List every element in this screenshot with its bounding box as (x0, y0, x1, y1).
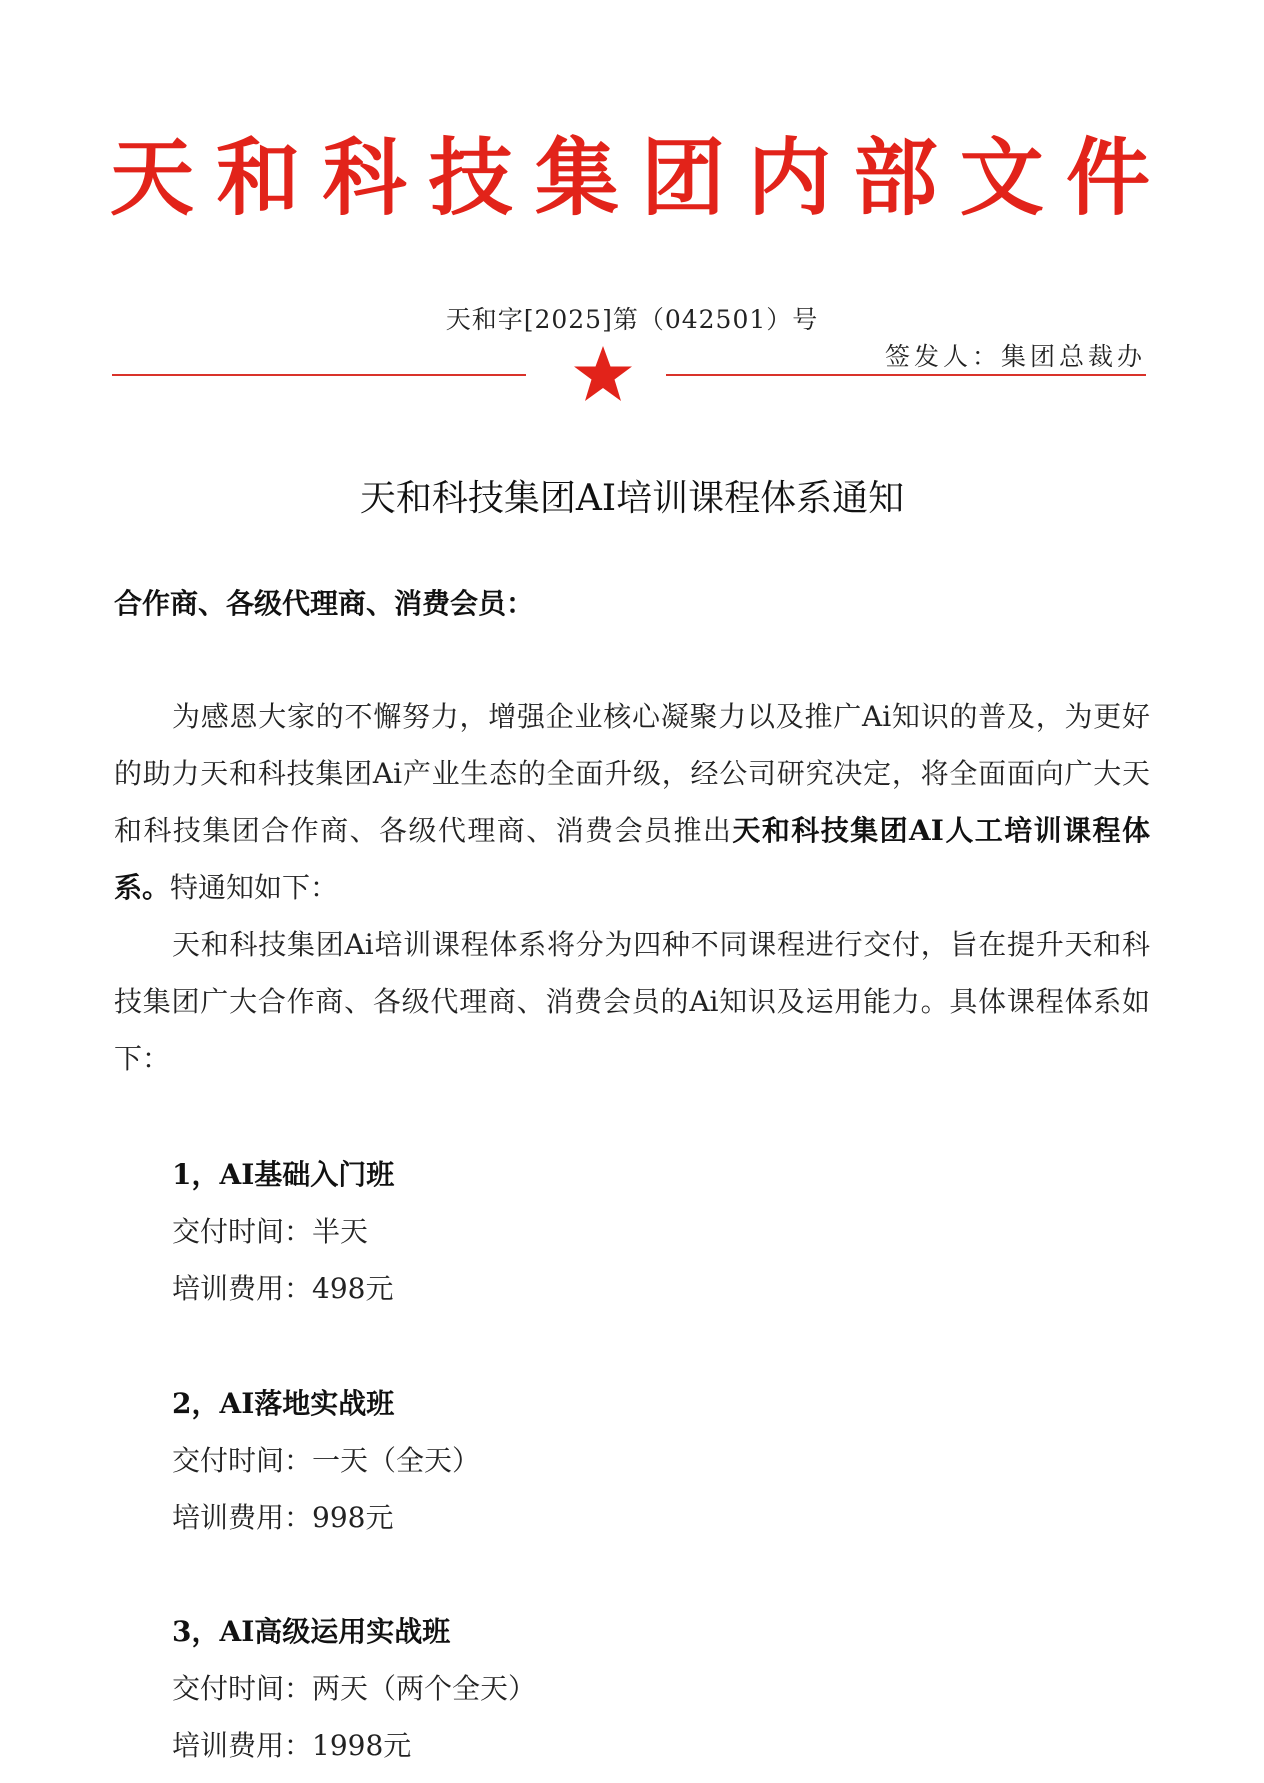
masthead-char: 部 (853, 129, 938, 227)
course-fee: 培训费用：498元 (172, 1272, 394, 1305)
course-item (172, 1603, 536, 1774)
course-delivery-time: 交付时间：两天（两个全天） (172, 1672, 537, 1705)
body-paragraph-1 (114, 688, 1150, 916)
course-name: 3，AI高级运用实战班 (172, 1615, 451, 1648)
masthead-title (110, 128, 1150, 228)
course-item (172, 1375, 480, 1546)
course-fee: 培训费用：998元 (172, 1501, 394, 1534)
masthead-char: 技 (428, 129, 513, 227)
red-star-icon (572, 344, 634, 404)
notice-title: 天和科技集团AI培训课程体系通知 (359, 478, 905, 519)
masthead-char: 文 (959, 129, 1044, 227)
header-rule-right (666, 374, 1146, 376)
masthead-char: 科 (322, 129, 407, 227)
masthead-char: 内 (747, 129, 832, 227)
course-name: 1，AI基础入门班 (172, 1158, 395, 1191)
paragraph-text: 为感恩大家的不懈努力，增强企业核心凝聚力以及推广Ai知识的普及，为更好的助力天和科技集团Ai产业生态的全面升级，经公司研究决定，将全面面向广大天和科技集团合作商、各级代理商、消费会员推出 (114, 700, 1150, 847)
paragraph-text: 特通知如下： (170, 871, 339, 904)
course-fee: 培训费用：1998元 (172, 1729, 412, 1762)
course-delivery-time: 交付时间：一天（全天） (172, 1444, 481, 1477)
masthead-char: 天 (110, 129, 195, 227)
masthead-char: 和 (216, 129, 301, 227)
masthead-char: 团 (641, 129, 726, 227)
course-name: 2，AI落地实战班 (172, 1387, 395, 1420)
masthead-char: 件 (1065, 129, 1150, 227)
masthead-char: 集 (534, 129, 619, 227)
course-item (172, 1146, 394, 1317)
header-rule-left (112, 374, 526, 376)
body-paragraph-2: 天和科技集团Ai培训课程体系将分为四种不同课程进行交付，旨在提升天和科技集团广大合作商、各级代理商、消费会员的Ai知识及运用能力。具体课程体系如下： (114, 928, 1150, 1075)
document-number: 天和字[2025]第（042501）号 (445, 305, 819, 334)
salutation: 合作商、各级代理商、消费会员： (114, 587, 535, 620)
signer: 签发人：集团总裁办 (884, 342, 1146, 371)
paragraph-bold-text: 天和科技集团AI人工培训课程体系。 (114, 814, 1150, 904)
course-delivery-time: 交付时间：半天 (172, 1215, 369, 1248)
